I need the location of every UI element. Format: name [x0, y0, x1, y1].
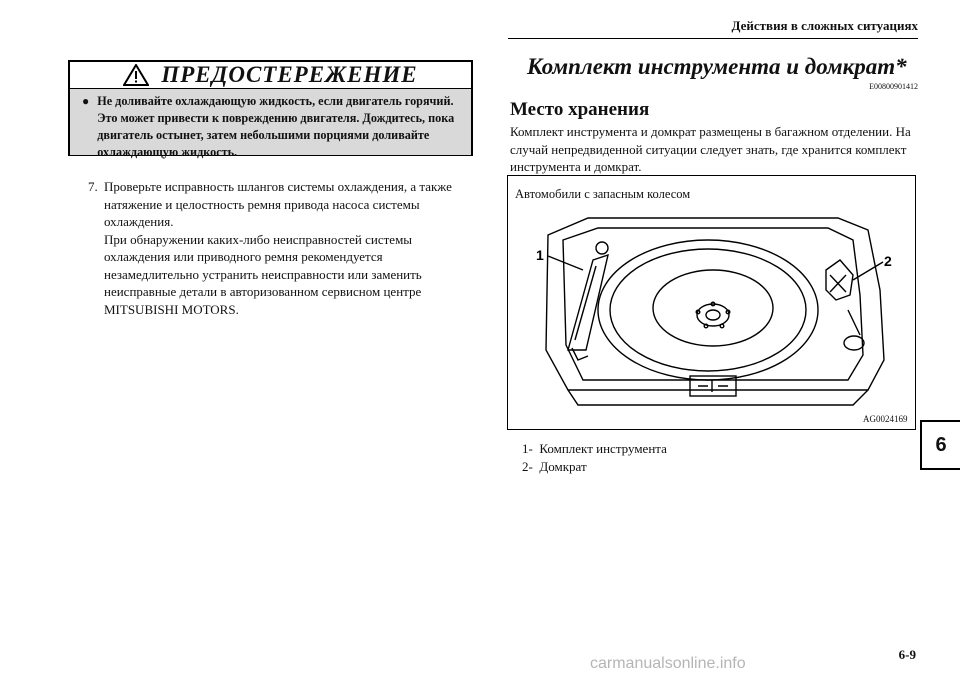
warning-triangle-icon [123, 64, 149, 86]
section-title: Комплект инструмента и домкрат* [527, 54, 907, 79]
chapter-tab: 6 [920, 420, 960, 470]
legend-item [522, 458, 667, 476]
legend-number: 2- [522, 459, 533, 474]
callout-1: 1 [536, 247, 544, 263]
warning-box [68, 60, 473, 159]
legend-item [522, 440, 667, 458]
legend-label: Домкрат [539, 459, 587, 474]
storage-description: Комплект инструмента и домкрат размещены в багажном отделении. На случай непредвиденной ситуации следует знать, где хранится комплект инструмента и домкрат. [510, 124, 911, 174]
step-paragraph-1: Проверьте исправность шлангов системы охлаждения, а также натяжение и целостность ремня привода насоса системы охлаждения. [104, 179, 452, 229]
callout-2: 2 [884, 253, 892, 269]
header-rule [508, 38, 918, 39]
step-number: 7. [88, 179, 98, 194]
warning-title: ПРЕДОСТЕРЕЖЕНИЕ [161, 62, 418, 87]
subsection-title: Место хранения [510, 99, 650, 120]
bullet-icon: ● [82, 94, 90, 108]
chapter-title: Действия в сложных ситуациях [731, 18, 918, 33]
warning-body [70, 89, 471, 159]
figure-code: AG0024169 [863, 414, 908, 424]
page-number: 6-9 [898, 647, 916, 662]
step-paragraph-2: При обнаружении каких-либо неисправностей системы охлаждения или приводного ремня рекомендуется незамедлительно устранить неисправности или заменить неисправные детали в авторизованном сервисном центре MITSUBISHI MOTORS. [104, 231, 422, 317]
warning-header [70, 62, 471, 89]
section-code: E00800901412 [869, 82, 918, 91]
step-7 [88, 178, 473, 318]
figure-caption: Автомобили с запасным колесом [515, 187, 691, 201]
warning-text: Не доливайте охлаждающую жидкость, если двигатель горячий. Это может привести к повреждению двигателя. Дождитесь, пока двигатель остынет, затем небольшими порциями доливайте охлаждающую жидкость. [97, 94, 455, 159]
figure-legend [522, 440, 667, 476]
legend-number: 1- [522, 441, 533, 456]
trunk-illustration [508, 200, 915, 410]
watermark: carmanualsonline.info [590, 655, 746, 672]
legend-label: Комплект инструмента [539, 441, 667, 456]
